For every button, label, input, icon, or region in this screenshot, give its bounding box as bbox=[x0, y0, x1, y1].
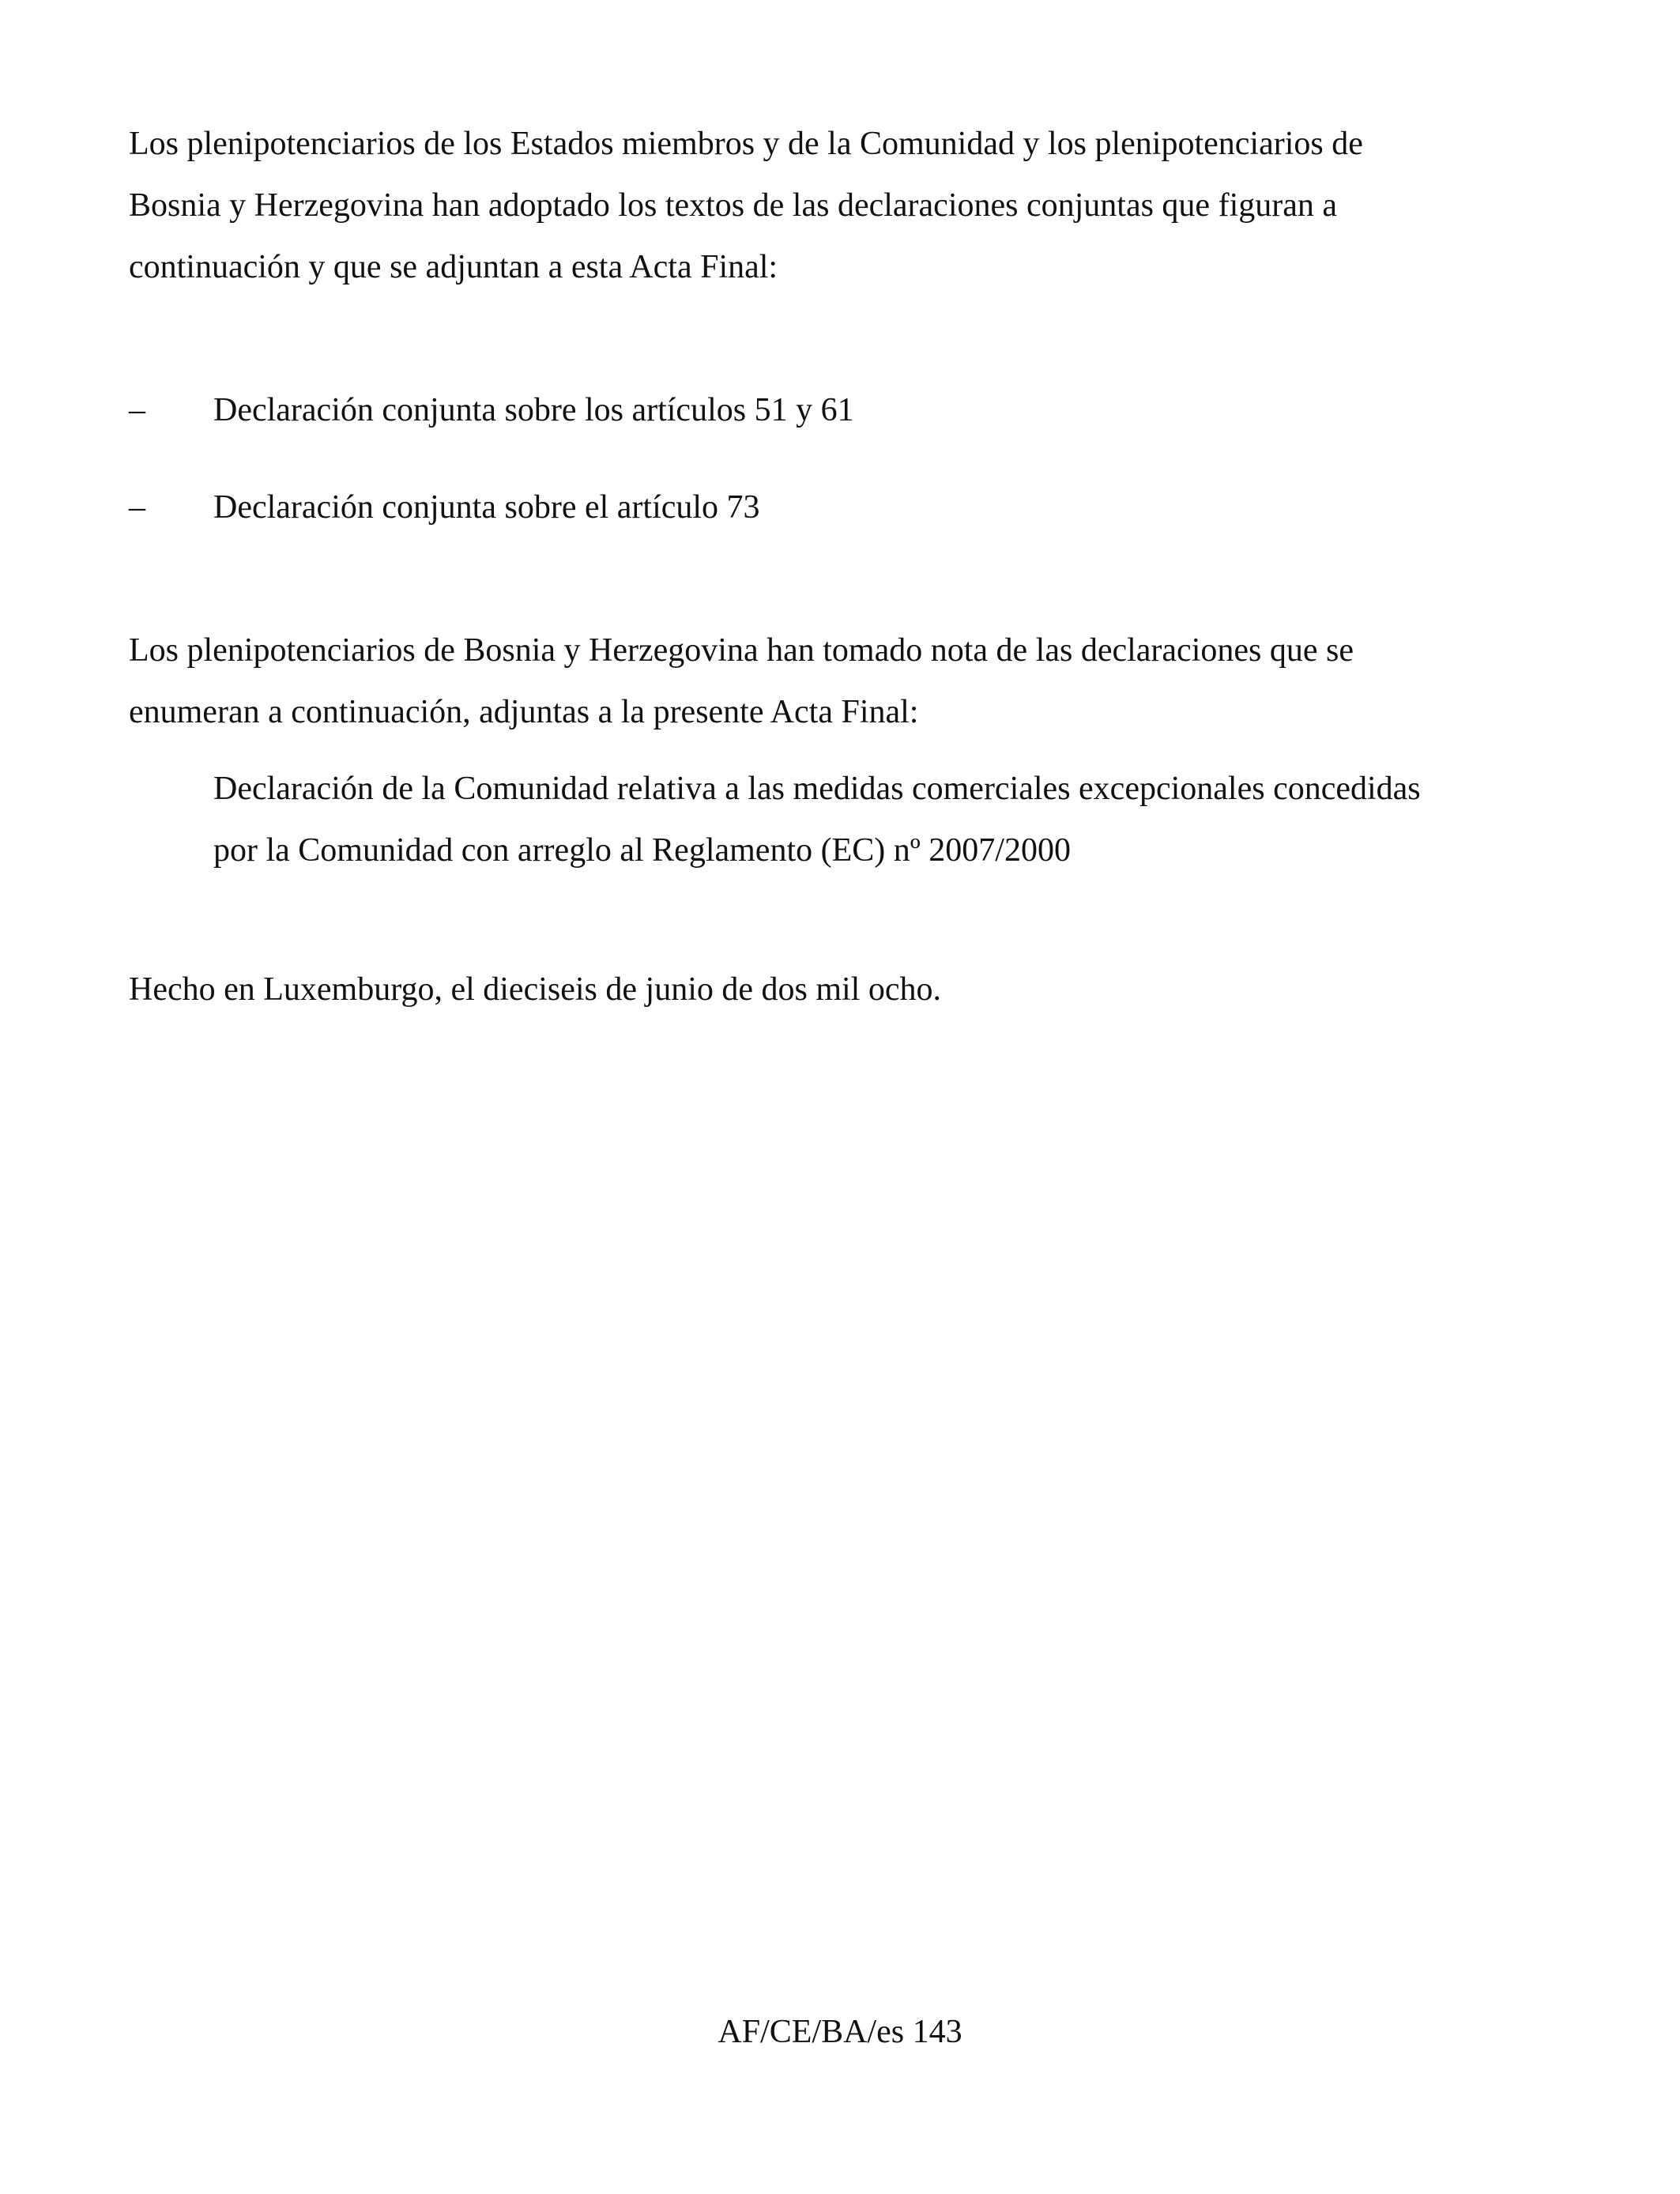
paragraph-line: por la Comunidad con arreglo al Reglamento (EC) nº 2007/2000 bbox=[213, 832, 1071, 869]
list-item-text: Declaración conjunta sobre el artículo 73 bbox=[213, 489, 760, 526]
indented-community-declaration bbox=[213, 758, 1573, 881]
dash-bullet: – bbox=[129, 392, 145, 428]
page-footer-reference: AF/CE/BA/es 143 bbox=[718, 2014, 962, 2050]
paragraph-line: continuación y que se adjuntan a esta Acta Final: bbox=[129, 249, 778, 285]
paragraph-line: Los plenipotenciarios de Bosnia y Herzegovina han tomado nota de las declaraciones que se bbox=[129, 632, 1354, 669]
dash-bullet: – bbox=[129, 489, 145, 526]
closing-statement: Hecho en Luxemburgo, el dieciseis de junio de dos mil ocho. bbox=[129, 971, 941, 1008]
paragraph-joint-declarations-intro bbox=[129, 113, 1551, 298]
paragraph-line: enumeran a continuación, adjuntas a la presente Acta Final: bbox=[129, 694, 919, 730]
paragraph-line: Los plenipotenciarios de los Estados miembros y de la Comunidad y los plenipotenciarios de bbox=[129, 126, 1363, 162]
paragraph-line: Declaración de la Comunidad relativa a las medidas comerciales excepcionales concedidas bbox=[213, 771, 1421, 807]
list-item-text: Declaración conjunta sobre los artículos 51 y 61 bbox=[213, 392, 854, 428]
paragraph-noted-declarations-intro bbox=[129, 620, 1551, 743]
paragraph-line: Bosnia y Herzegovina han adoptado los textos de las declaraciones conjuntas que figuran a bbox=[129, 187, 1338, 224]
